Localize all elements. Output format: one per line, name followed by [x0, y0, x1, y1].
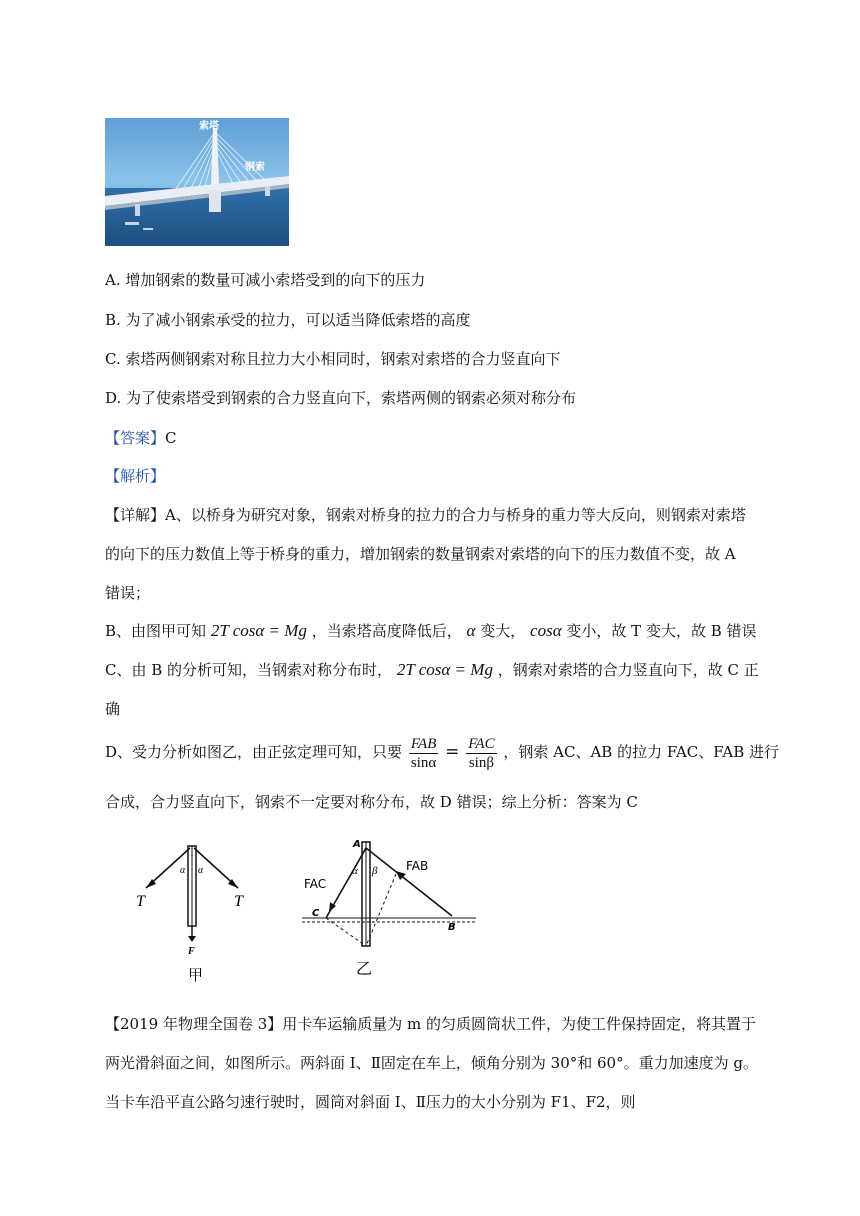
yi-caption: 乙: [356, 959, 373, 978]
fraction-fac-denominator: sinβ: [468, 754, 494, 771]
b-end: 变小，故 T 变大，故 B 错误: [566, 622, 757, 640]
figure-yi: [296, 834, 486, 984]
detail-c-line: [105, 660, 759, 680]
c-prefix: C、由 B 的分析可知，当钢索对称分布时，: [105, 661, 393, 679]
detail-line-3: 错误；: [105, 584, 151, 602]
yi-label-c: C: [312, 908, 320, 919]
alpha-symbol: α: [466, 621, 476, 640]
option-b: B. 为了减小钢索承受的拉力，可以适当降低索塔的高度: [105, 311, 471, 329]
yi-label-fab: FAB: [406, 859, 429, 873]
yi-label-a: A: [353, 839, 361, 850]
tower-label: 索塔: [199, 121, 219, 132]
fraction-fab-denominator: sinα: [410, 754, 437, 771]
fraction-fab-numerator: FAB: [410, 735, 437, 752]
detail-c-wrap: 确: [105, 700, 121, 718]
question-source: 【2019 年物理全国卷 3】: [105, 1015, 283, 1033]
next-question-line-2: 两光滑斜面之间，如图所示。两斜面 I、Ⅱ固定在车上，倾角分别为 30°和 60°。重力加速度为 g。: [105, 1054, 758, 1072]
option-d: D. 为了使索塔受到钢索的合力竖直向下，索塔两侧的钢索必须对称分布: [105, 389, 577, 407]
analysis-tag: 【解析】: [105, 467, 166, 485]
yi-label-b: B: [448, 922, 456, 933]
b-middle: ，当索塔高度降低后，: [311, 622, 462, 640]
detail-b-line: [105, 621, 757, 641]
formula-b: 2T cosα = Mg: [210, 621, 307, 640]
yi-beta: β: [372, 865, 378, 877]
jia-t-left: T: [136, 893, 145, 910]
jia-f-label: F: [188, 946, 195, 957]
jia-alpha-right: α: [198, 865, 204, 876]
cos-alpha: cosα: [530, 621, 562, 640]
b-middle-2: 变大，: [480, 622, 526, 640]
formula-c: 2T cosα = Mg: [396, 660, 493, 679]
fraction-fab: [409, 735, 439, 772]
fraction-fac-numerator: FAC: [468, 735, 495, 752]
fraction-fac: [466, 735, 496, 772]
option-c: C. 索塔两侧钢索对称且拉力大小相同时，钢索对索塔的合力竖直向下: [105, 350, 561, 368]
option-a: A. 增加钢索的数量可减小索塔受到的向下的压力: [105, 271, 426, 289]
answer-tag: 【答案】: [105, 429, 166, 447]
next-question-line-3: 当卡车沿平直公路匀速行驶时，圆筒对斜面 I、Ⅱ压力的大小分别为 F1、F2，则: [105, 1093, 636, 1111]
answer-value: C: [165, 429, 177, 447]
detail-line-1: 【详解】A、以桥身为研究对象，钢索对桥身的拉力的合力与桥身的重力等大反向，则钢索对索塔: [105, 506, 746, 524]
question-line1-text: 用卡车运输质量为 m 的匀质圆筒状工件，为使工件保持固定，将其置于: [282, 1015, 757, 1033]
detail-d-wrap: 合成，合力竖直向下，钢索不一定要对称分布，故 D 错误；综上分析：答案为 C: [105, 793, 638, 811]
d-end: ，钢索 AC、AB 的拉力 FAC、FAB 进行: [503, 743, 779, 761]
jia-alpha-left: α: [180, 865, 186, 876]
yi-alpha: α: [352, 865, 358, 877]
jia-caption: 甲: [188, 966, 204, 984]
answer-line: [105, 428, 177, 448]
yi-label-fac: FAC: [304, 877, 327, 891]
bridge-photo: [105, 118, 289, 246]
next-question-line-1: [105, 1014, 756, 1034]
detail-line-2: 的向下的压力数值上等于桥身的重力，增加钢索的数量钢索对索塔的向下的压力数值不变，故 A: [105, 545, 736, 563]
detail-d-line: D、受力分析如图乙，由正弦定理可知，只要 $\frac{\text{FAB}}{\sin\alpha}$ = $\frac{\text{FAC}}{\sin\beta}$ ，钢索 AC、AB 的拉力 FAC、FAB 进行: [105, 735, 779, 771]
d-prefix: D、受力分析如图乙，由正弦定理可知，只要: [105, 743, 403, 761]
jia-t-right: T: [234, 893, 243, 910]
b-prefix: B、由图甲可知: [105, 622, 207, 640]
c-end: ，钢索对索塔的合力竖直向下，故 C 正: [497, 661, 759, 679]
figure-jia: [130, 838, 270, 988]
cable-label: 钢索: [245, 162, 265, 173]
